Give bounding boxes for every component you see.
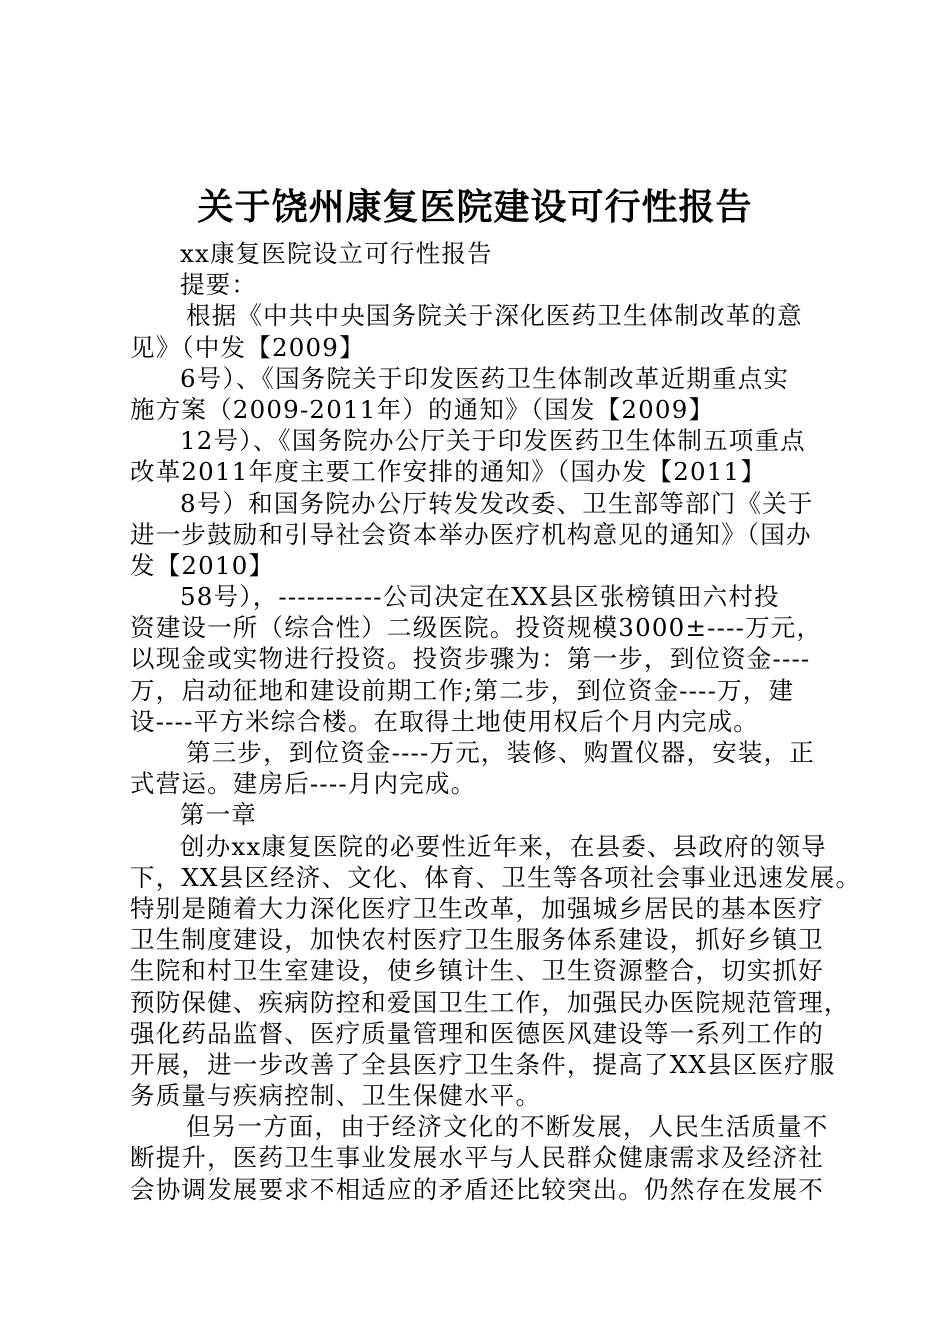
paragraph-line: 生院和村卫生室建设，使乡镇计生、卫生资源整合，切实抓好 bbox=[130, 956, 824, 986]
paragraph-line: 58号），-----------公司决定在XX县区张榜镇田六村投 bbox=[180, 582, 780, 612]
paragraph-line: 第三步，到位资金----万元，装修、购置仪器，安装，正 bbox=[186, 738, 816, 767]
paragraph-line: 以现金或实物进行投资。投资步骤为：第一步，到位资金---- bbox=[130, 644, 811, 674]
paragraph-line: 开展，进一步改善了全县医疗卫生条件，提高了XX县区医疗服 bbox=[130, 1049, 836, 1079]
paragraph-line: 创办xx康复医院的必要性近年来，在县委、县政府的领导 bbox=[180, 831, 827, 861]
paragraph-line: 强化药品监督、医疗质量管理和医德医风建设等一系列工作的 bbox=[130, 1018, 824, 1048]
paragraph-line: 6号）、《国务院关于印发医药卫生体制改革近期重点实 bbox=[180, 363, 790, 393]
abstract-heading: 提要： bbox=[180, 270, 258, 300]
paragraph-line: 改革2011年度主要工作安排的通知》（国办发【2011】 bbox=[130, 457, 767, 487]
paragraph-line: 见》（中发【2009】 bbox=[130, 332, 365, 362]
paragraph-line: 务质量与疾病控制、卫生保健水平。 bbox=[130, 1081, 542, 1111]
paragraph-line: 根据《中共中央国务院关于深化医药卫生体制改革的意 bbox=[186, 301, 803, 331]
paragraph-line: 发【2010】 bbox=[130, 550, 275, 580]
paragraph-line: 特别是随着大力深化医疗卫生改革，加强城乡居民的基本医疗 bbox=[130, 893, 824, 923]
paragraph-line: 会协调发展要求不相适应的矛盾还比较突出。仍然存在发展不 bbox=[130, 1174, 824, 1204]
paragraph-line: 施方案（2009-2011年）的通知》（国发【2009】 bbox=[130, 394, 715, 424]
paragraph-line: 进一步鼓励和引导社会资本举办医疗机构意见的通知》（国办 bbox=[130, 519, 812, 549]
paragraph-line: 8号）和国务院办公厅转发发改委、卫生部等部门《关于 bbox=[180, 488, 814, 518]
paragraph-line: 式营运。建房后----月内完成。 bbox=[130, 769, 477, 799]
paragraph-line: 资建设一所（综合性）二级医院。投资规模3000±----万元， bbox=[130, 613, 823, 643]
document-body bbox=[130, 238, 862, 1205]
paragraph-line: 12号）、《国务院办公厅关于印发医药卫生体制五项重点 bbox=[180, 426, 806, 456]
chapter-heading: 第一章 bbox=[180, 800, 258, 830]
paragraph-line: 卫生制度建设，加快农村医疗卫生服务体系建设，抓好乡镇卫 bbox=[130, 925, 824, 955]
paragraph-line: 万，启动征地和建设前期工作;第二步，到位资金----万，建 bbox=[130, 675, 795, 705]
subtitle-line: xx康复医院设立可行性报告 bbox=[180, 239, 493, 268]
paragraph-line: 设----平方米综合楼。在取得土地使用权后个月内完成。 bbox=[130, 706, 760, 736]
paragraph-line: 断提升，医药卫生事业发展水平与人民群众健康需求及经济社 bbox=[130, 1143, 824, 1173]
document-title: 关于饶州康复医院建设可行性报告 bbox=[197, 187, 753, 228]
paragraph-line: 下，XX县区经济、文化、体育、卫生等各项社会事业迅速发展。 bbox=[130, 862, 862, 892]
paragraph-line: 但另一方面，由于经济文化的不断发展，人民生活质量不 bbox=[186, 1112, 829, 1142]
paragraph-line: 预防保健、疾病防控和爱国卫生工作，加强民办医院规范管理， bbox=[130, 987, 850, 1017]
